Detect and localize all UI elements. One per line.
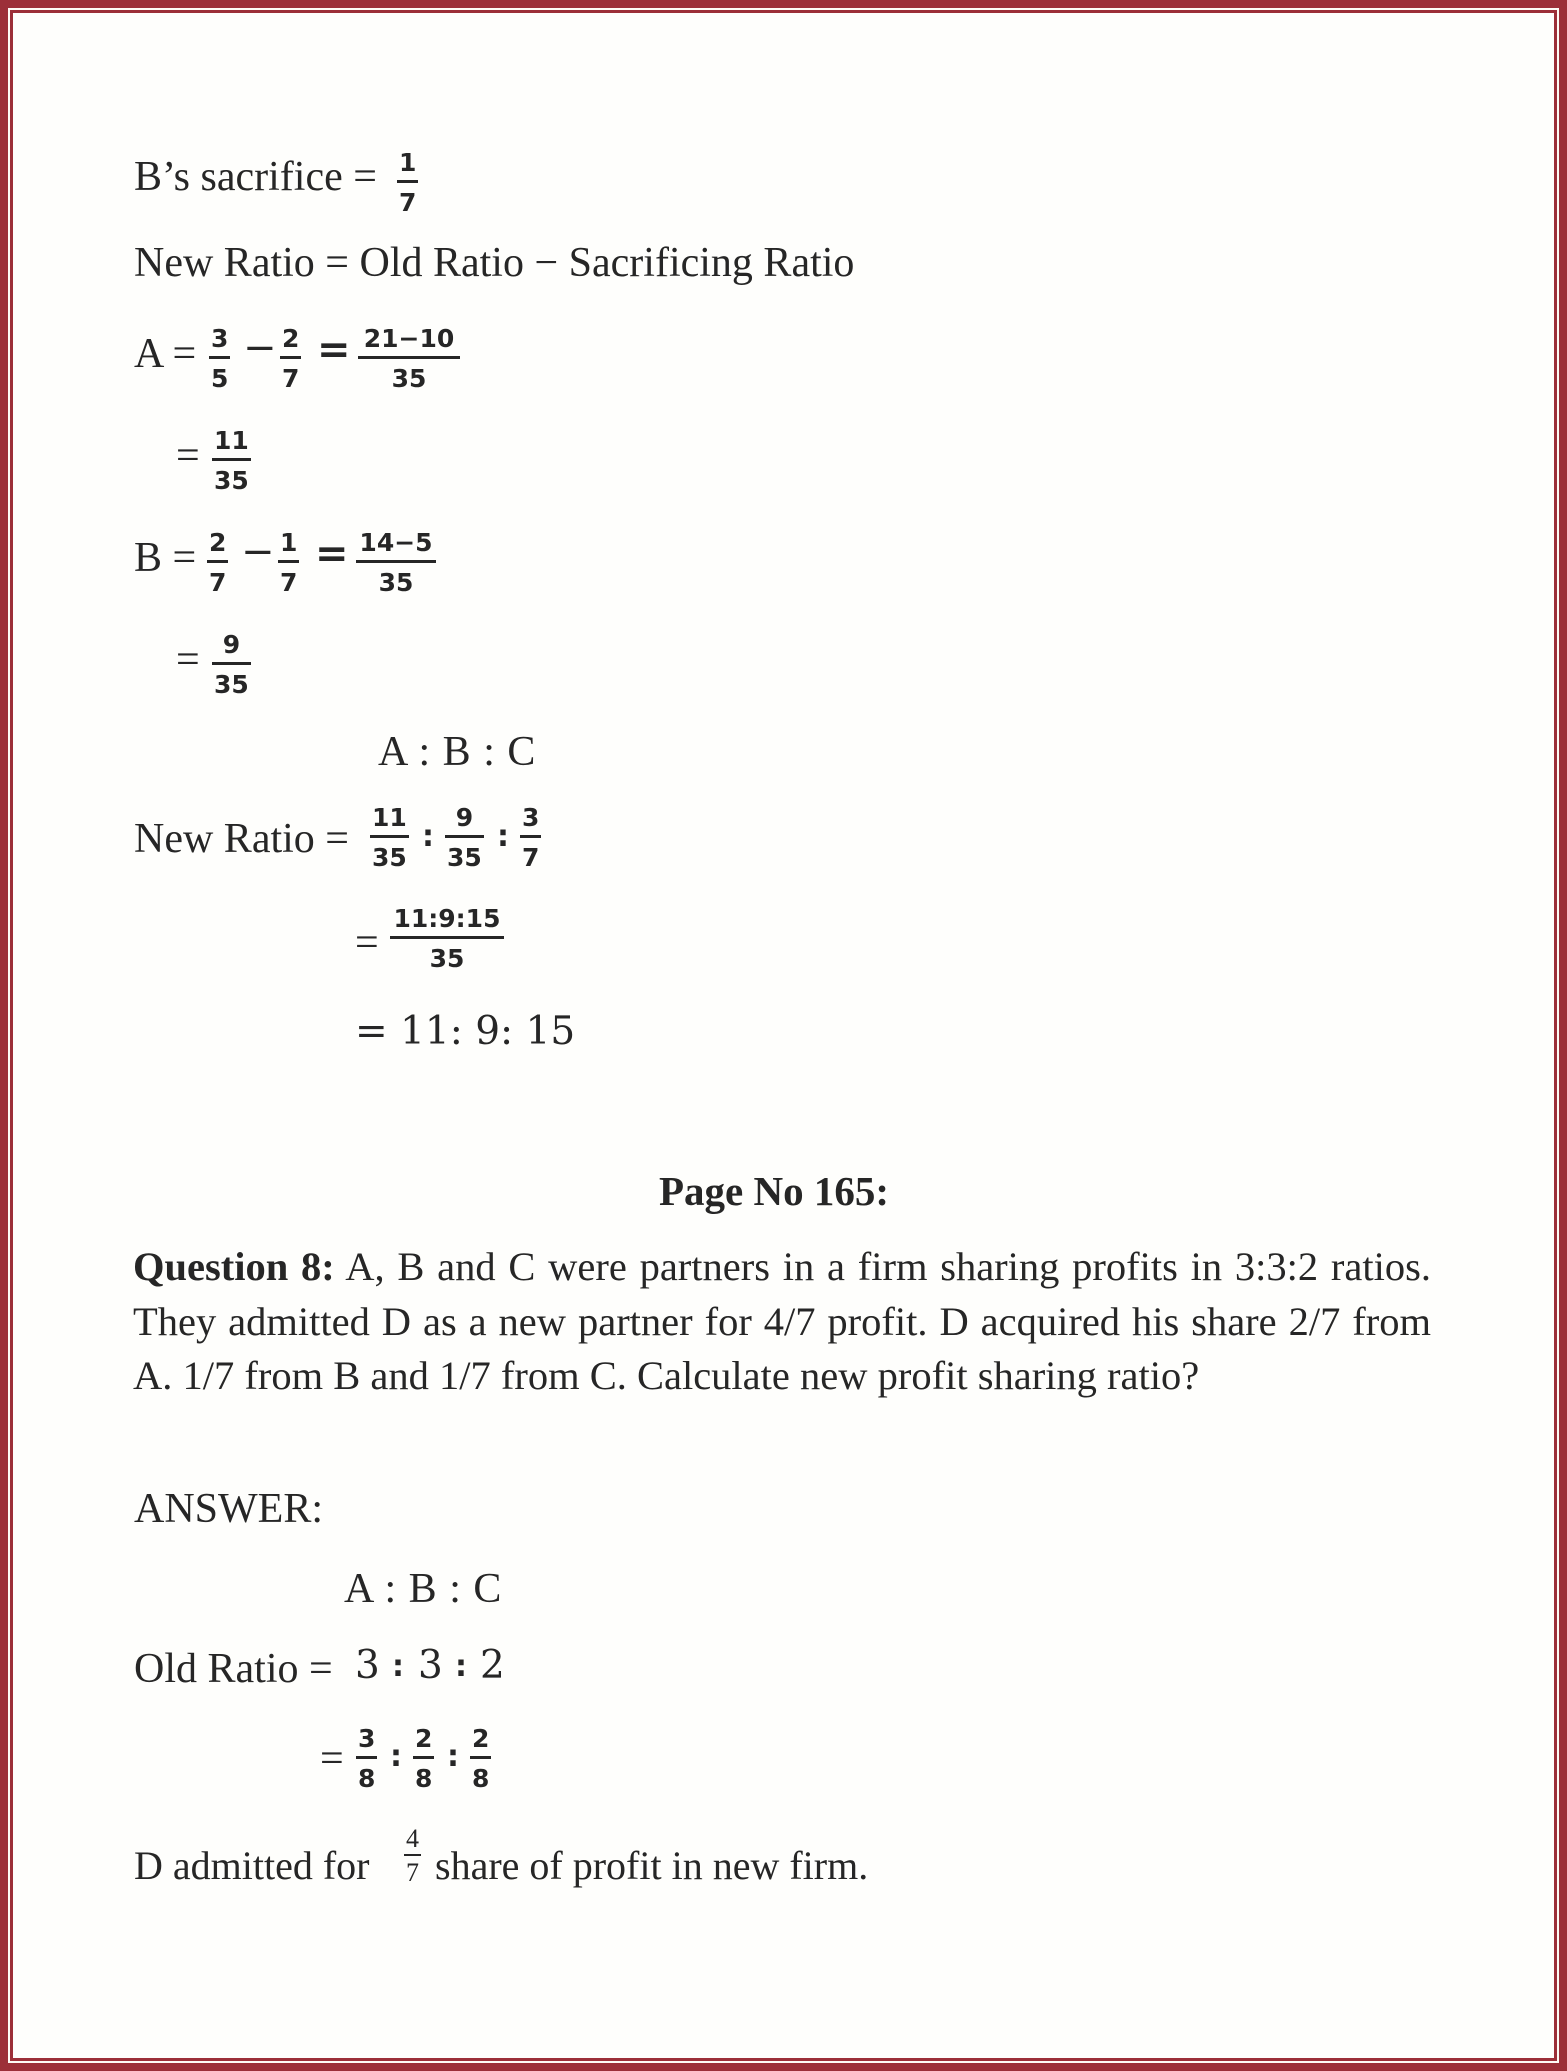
fraction-bar: [207, 560, 228, 563]
fraction-bar: [356, 560, 436, 563]
combined-fraction: [390, 906, 504, 971]
equals-sign: =: [317, 327, 351, 373]
fraction-bar: [212, 458, 251, 461]
denominator: 7: [399, 188, 417, 217]
numerator: 2: [472, 1724, 490, 1753]
denominator: 7: [280, 568, 298, 597]
fraction-bar: [397, 180, 418, 183]
numerator: 11:9:15: [393, 904, 501, 933]
question-8-paragraph: [133, 1240, 1431, 1404]
denominator: 8: [415, 1764, 433, 1793]
fraction-bar: [356, 1756, 377, 1759]
numerator: 4: [406, 1824, 419, 1853]
numerator: 3: [358, 1724, 376, 1753]
new-ratio-fraction-a: [370, 805, 409, 870]
a-result-equals: =: [176, 433, 200, 479]
a-result-fraction: [212, 428, 251, 493]
fraction-bar: [520, 835, 541, 838]
fraction-bar: [470, 1756, 491, 1759]
denominator: 35: [214, 466, 249, 495]
answer-label: ANSWER:: [134, 1486, 323, 1532]
old-ratio-fraction-a: [356, 1726, 377, 1791]
fraction-bar: [280, 356, 301, 359]
numerator: 3: [522, 803, 540, 832]
numerator: 14−5: [359, 528, 433, 557]
b-calc-label: B =: [134, 535, 197, 581]
fraction-bar: [445, 835, 484, 838]
page-heading: Page No 165:: [659, 1168, 890, 1214]
numerator: 1: [399, 148, 417, 177]
denominator: 35: [391, 364, 427, 393]
numerator: 11: [214, 426, 249, 455]
numerator: 9: [222, 630, 241, 659]
new-ratio-label: New Ratio =: [134, 816, 349, 862]
fraction-bar: [209, 356, 230, 359]
numerator: 9: [455, 803, 474, 832]
d-admitted-before: D admitted for: [134, 1843, 370, 1888]
partners-header: A : B : C: [378, 729, 536, 775]
a-calc-label: A =: [134, 331, 197, 377]
numerator: 2: [282, 324, 300, 353]
d-share-fraction: [404, 1826, 421, 1886]
answer-partners-header: A : B : C: [344, 1566, 502, 1612]
denominator: 7: [522, 843, 540, 872]
denominator: 5: [211, 364, 229, 393]
a-fraction-1: [209, 326, 230, 391]
old-ratio-value-c: 2: [480, 1643, 505, 1688]
b-fraction-2: [278, 530, 299, 595]
denominator: 35: [429, 944, 465, 973]
b-sacrifice-fraction: [397, 150, 418, 215]
numerator: 2: [209, 528, 227, 557]
denominator: 35: [447, 843, 482, 872]
denominator: 7: [406, 1858, 419, 1887]
old-ratio-value-b: 3: [418, 1643, 443, 1688]
b-result-equals: =: [176, 637, 200, 683]
a-fraction-3: [358, 326, 460, 391]
question-label: Question 8:: [133, 1244, 335, 1289]
d-admitted-after: share of profit in new firm.: [435, 1843, 869, 1888]
ratio-separator: :: [455, 1649, 467, 1684]
b-fraction-1: [207, 530, 228, 595]
ratio-separator: :: [390, 1739, 402, 1774]
new-ratio-fraction-c: [520, 805, 541, 870]
denominator: 7: [209, 568, 227, 597]
denominator: 35: [378, 568, 414, 597]
old-ratio-fraction-c: [470, 1726, 491, 1791]
minus-sign: −: [241, 529, 275, 575]
final-new-ratio: = 11: 9: 15: [355, 1009, 576, 1054]
a-fraction-2: [280, 326, 301, 391]
formula-line: New Ratio = Old Ratio − Sacrificing Ratio: [134, 240, 855, 286]
old-ratio-fraction-b: [413, 1726, 434, 1791]
fraction-bar: [413, 1756, 434, 1759]
denominator: 35: [372, 843, 407, 872]
equals-sign: =: [315, 531, 349, 577]
question-text: A, B and C were partners in a firm sharing profits in 3:3:2 ratios. They admitted D as a new partner for 4/7 profit. D acquired his share 2/7 from A. 1/7 from B and 1/7 from C. Calculate new profit sharing ratio?: [133, 1244, 1432, 1398]
b-result-fraction: [212, 632, 251, 697]
ratio-separator: :: [392, 1649, 404, 1684]
denominator: 7: [282, 364, 300, 393]
numerator: 1: [280, 528, 298, 557]
denominator: 35: [214, 670, 249, 699]
old-ratio-fraction-equals: =: [320, 1736, 344, 1782]
numerator: 3: [211, 324, 229, 353]
denominator: 8: [358, 1764, 376, 1793]
fraction-bar: [212, 662, 251, 665]
ratio-separator: :: [422, 819, 434, 854]
b-sacrifice-label: B’s sacrifice =: [134, 154, 377, 200]
new-ratio-fraction-b: [445, 805, 484, 870]
denominator: 8: [472, 1764, 490, 1793]
fraction-bar: [390, 936, 504, 939]
b-fraction-3: [356, 530, 436, 595]
minus-sign: −: [243, 325, 277, 371]
numerator: 11: [372, 803, 407, 832]
numerator: 21−10: [363, 324, 455, 353]
numerator: 2: [415, 1724, 433, 1753]
fraction-bar: [358, 356, 460, 359]
fraction-bar: [370, 835, 409, 838]
old-ratio-value-a: 3: [355, 1643, 380, 1688]
ratio-separator: :: [447, 1739, 459, 1774]
combined-equals: =: [355, 920, 379, 966]
ratio-separator: :: [497, 819, 509, 854]
fraction-bar: [278, 560, 299, 563]
fraction-bar: [404, 1854, 421, 1856]
old-ratio-label: Old Ratio =: [134, 1646, 333, 1692]
